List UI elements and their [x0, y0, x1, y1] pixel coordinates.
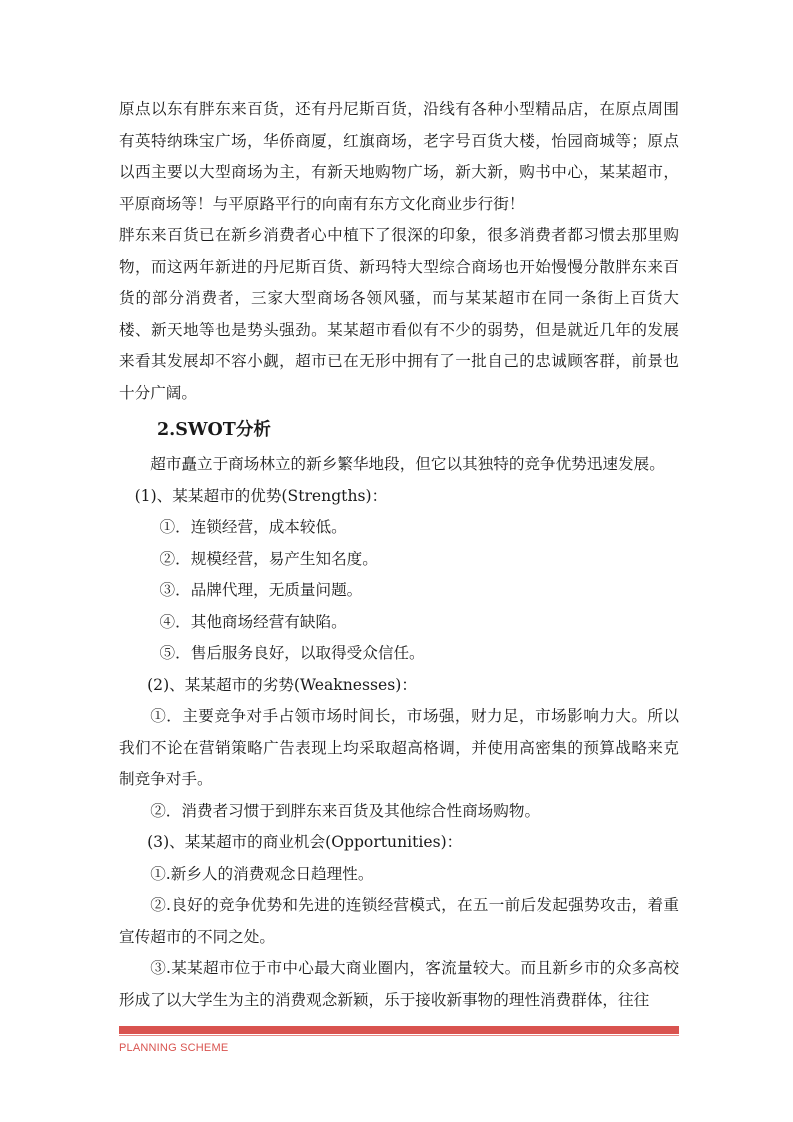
page-content [119, 94, 679, 1016]
strength-item: ⑤．售后服务良好，以取得受众信任。 [159, 644, 425, 662]
swot-intro: 超市矗立于商场林立的新乡繁华地段，但它以其独特的竞争优势迅速发展。 [150, 455, 665, 473]
paragraph-location: 原点以东有胖东来百货，还有丹尼斯百货，沿线有各种小型精品店，在原点周围有英特纳珠宝广场，华侨商厦，红旗商场，老字号百货大楼，怡园商城等；原点以西主要以大型商场为主，有新天地购物广场，新大新，购书中心，某某超市，平原商场等！与平原路平行的向南有东方文化商业步行街！ [119, 100, 679, 213]
weaknesses-title: (2)、某某超市的劣势(Weaknesses)： [147, 675, 417, 694]
footer-divider [119, 1035, 679, 1036]
strengths-title: (1)、某某超市的优势(Strengths)： [134, 486, 388, 505]
strength-item: ①．连锁经营，成本较低。 [159, 518, 347, 536]
weakness-item: ②．消费者习惯于到胖东来百货及其他综合性商场购物。 [150, 801, 541, 820]
paragraph-competition: 胖东来百货已在新乡消费者心中植下了很深的印象，很多消费者都习惯去那里购物，而这两年新进的丹尼斯百货、新玛特大型综合商场也开始慢慢分散胖东来百货的部分消费者，三家大型商场各领风骚，而与某某超市在同一条街上百货大楼、新天地等也是势头强劲。某某超市看似有不少的弱势，但是就近几年的发展来看其发展却不容小觑，超市已在无形中拥有了一批自己的忠诚顾客群，前景也十分广阔。 [119, 226, 679, 402]
opportunity-item: ③.某某超市位于市中心最大商业圈内，客流量较大。而且新乡市的众多高校形成了以大学生为主的消费观念新颖，乐于接收新事物的理性消费群体，往往 [119, 959, 679, 1009]
strength-item: ②．规模经营，易产生知名度。 [159, 549, 378, 568]
opportunity-item: ②.良好的竞争优势和先进的连锁经营模式，在五一前后发起强势攻击，着重宣传超市的不同之处。 [119, 896, 679, 946]
weakness-item: ①．主要竞争对手占领市场时间长，市场强，财力足，市场影响力大。所以我们不论在营销策略广告表现上均采取超高格调，并使用高密集的预算战略来克制竞争对手。 [119, 707, 679, 788]
opportunity-item: ①.新乡人的消费观念日趋理性。 [150, 864, 374, 883]
section-heading-swot: 2.SWOT分析 [157, 420, 271, 440]
footer-label: PLANNING SCHEME [119, 1042, 229, 1054]
opportunities-title: (3)、某某超市的商业机会(Opportunities)： [147, 833, 463, 851]
footer-accent-bar [119, 1026, 679, 1034]
strength-item: ③．品牌代理，无质量问题。 [159, 581, 363, 599]
strength-item: ④．其他商场经营有缺陷。 [159, 612, 347, 631]
